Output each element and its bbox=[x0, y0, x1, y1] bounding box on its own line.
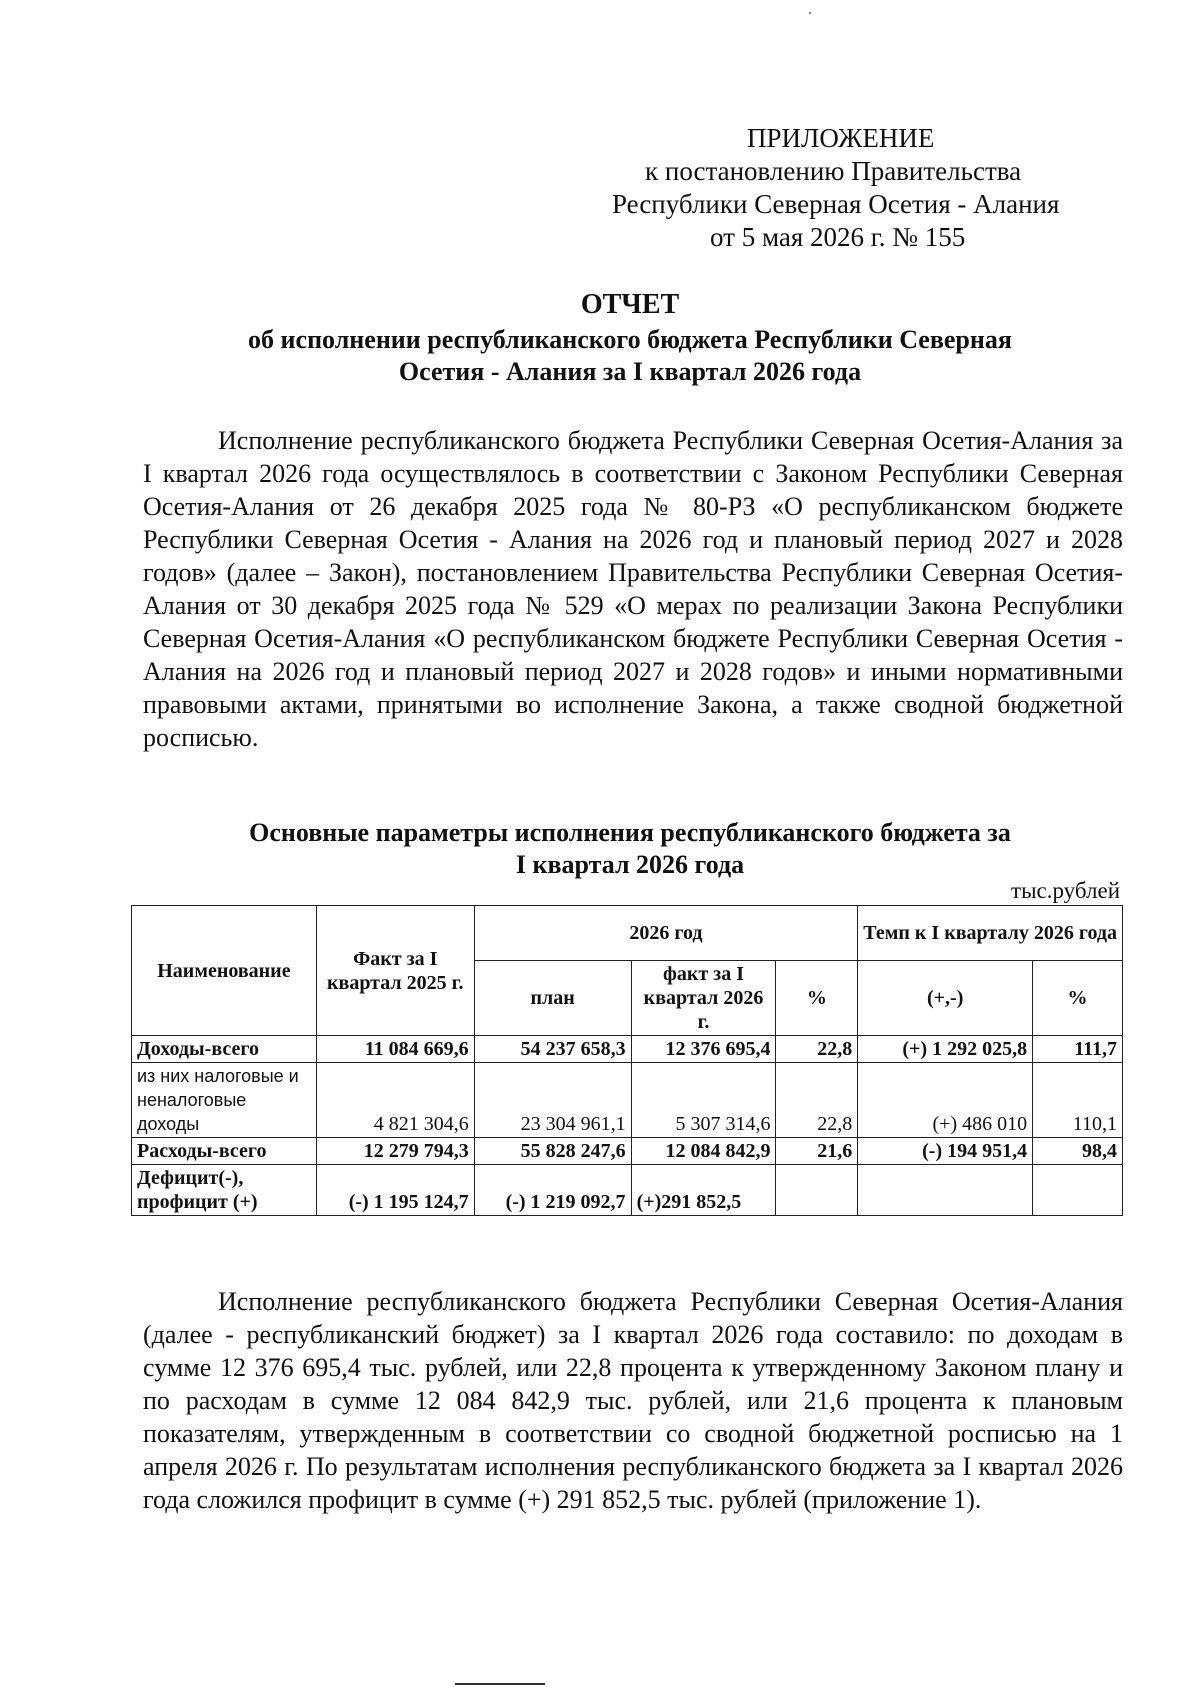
row-plan: (-) 1 219 092,7 bbox=[474, 1165, 631, 1216]
row-fact-prev: 12 279 794,3 bbox=[316, 1138, 474, 1165]
row-name: Дефицит(-), профицит (+) bbox=[132, 1165, 317, 1216]
row-percent: 22,8 bbox=[776, 1036, 858, 1063]
table-title-line2: I квартал 2026 года bbox=[515, 850, 745, 879]
header-growth-group: Темп к I кварталу 2026 года bbox=[858, 906, 1123, 961]
appendix-republic: Республики Северная Осетия - Алания bbox=[612, 189, 1060, 219]
row-fact-cur: 5 307 314,6 bbox=[631, 1063, 776, 1138]
row-diff: (-) 194 951,4 bbox=[858, 1138, 1033, 1165]
intro-paragraph: Исполнение республиканского бюджета Республики Северная Осетия-Алания за I квартал 2026 года осуществлялось в соответствии с Законом Республики Северная Осетия-Алания от 26 декабря 2025 года № 80-РЗ «О республиканском бюджете Республики Северная Осетия - Алания на 2026 год и плановый период 2027 и 2028 годов» (далее – Закон), постановлением Правительства Республики Северная Осетия-Алания от 30 декабря 2025 года № 529 «О мерах по реализации Закона Республики Северная Осетия-Алания «О республиканском бюджете Республики Северная Осетия - Алания на 2026 год и плановый период 2027 и 2028 годов» и иными нормативными правовыми актами, принятыми во исполнение Закона, а также сводной бюджетной росписью. bbox=[143, 426, 1123, 752]
table-row bbox=[132, 1138, 1123, 1165]
row-fact-prev: 4 821 304,6 bbox=[316, 1063, 474, 1138]
scan-speck bbox=[809, 12, 811, 14]
header-fact-prev: Факт за I квартал 2025 г. bbox=[316, 906, 474, 1036]
row-diff: (+) 1 292 025,8 bbox=[858, 1036, 1033, 1063]
row-percent bbox=[776, 1165, 858, 1216]
row-fact-cur: 12 376 695,4 bbox=[631, 1036, 776, 1063]
report-title-line2: Осетия - Алания за I квартал 2026 года bbox=[398, 357, 862, 386]
report-title-line1: об исполнении республиканского бюджета Республики Северная bbox=[248, 325, 1012, 354]
appendix-date-number: от 5 мая 2026 г. № 155 bbox=[710, 222, 966, 252]
row-growth-percent: 110,1 bbox=[1033, 1063, 1123, 1138]
row-diff bbox=[858, 1165, 1033, 1216]
row-plan: 23 304 961,1 bbox=[474, 1063, 631, 1138]
summary-paragraph: Исполнение республиканского бюджета Республики Северная Осетия-Алания (далее - республиканский бюджет) за I квартал 2026 года составило: по доходам в сумме 12 376 695,4 тыс. рублей, или 22,8 процента к утвержденному Законом плану и по расходам в сумме 12 084 842,9 тыс. рублей, или 21,6 процента к плановым показателям, утвержденным в соответствии со сводной бюджетной росписью на 1 апреля 2026 г. По результатам исполнения республиканского бюджета за I квартал 2026 года сложился профицит в сумме (+) 291 852,5 тыс. рублей (приложение 1). bbox=[143, 1287, 1123, 1514]
row-plan: 55 828 247,6 bbox=[474, 1138, 631, 1165]
header-growth-percent: % bbox=[1033, 961, 1123, 1036]
row-fact-cur: (+)291 852,5 bbox=[631, 1165, 776, 1216]
row-growth-percent bbox=[1033, 1165, 1123, 1216]
row-plan: 54 237 658,3 bbox=[474, 1036, 631, 1063]
header-fact-cur: факт за I квартал 2026 г. bbox=[631, 961, 776, 1036]
table-title-line1: Основные параметры исполнения республиканского бюджета за bbox=[249, 818, 1011, 847]
table-title bbox=[140, 817, 1120, 881]
header-name: Наименование bbox=[132, 906, 317, 1036]
table-header-row bbox=[132, 906, 1123, 961]
report-title bbox=[140, 288, 1120, 388]
appendix-resolution-ref: к постановлению Правительства bbox=[645, 156, 1022, 186]
header-year-group: 2026 год bbox=[474, 906, 858, 961]
page-bottom-rule bbox=[455, 1683, 545, 1685]
table-row bbox=[132, 1036, 1123, 1063]
row-percent: 22,8 bbox=[776, 1063, 858, 1138]
header-plan: план bbox=[474, 961, 631, 1036]
header-diff: (+,-) bbox=[858, 961, 1033, 1036]
row-growth-percent: 98,4 bbox=[1033, 1138, 1123, 1165]
row-name: Расходы-всего bbox=[132, 1138, 317, 1165]
table-row bbox=[132, 1165, 1123, 1216]
row-percent: 21,6 bbox=[776, 1138, 858, 1165]
units-label: тыс.рублей bbox=[1011, 878, 1120, 903]
row-name: из них налоговые и неналоговые доходы bbox=[132, 1063, 317, 1138]
row-growth-percent: 111,7 bbox=[1033, 1036, 1123, 1063]
table-row bbox=[132, 1063, 1123, 1138]
report-title-main: ОТЧЕТ bbox=[580, 289, 680, 320]
appendix-label: ПРИЛОЖЕНИЕ bbox=[747, 123, 935, 153]
row-fact-cur: 12 084 842,9 bbox=[631, 1138, 776, 1165]
appendix-header bbox=[600, 122, 1080, 254]
row-diff: (+) 486 010 bbox=[858, 1063, 1033, 1138]
row-fact-prev: (-) 1 195 124,7 bbox=[316, 1165, 474, 1216]
budget-parameters-table bbox=[131, 905, 1123, 1216]
row-fact-prev: 11 084 669,6 bbox=[316, 1036, 474, 1063]
row-name: Доходы-всего bbox=[132, 1036, 317, 1063]
header-percent: % bbox=[776, 961, 858, 1036]
